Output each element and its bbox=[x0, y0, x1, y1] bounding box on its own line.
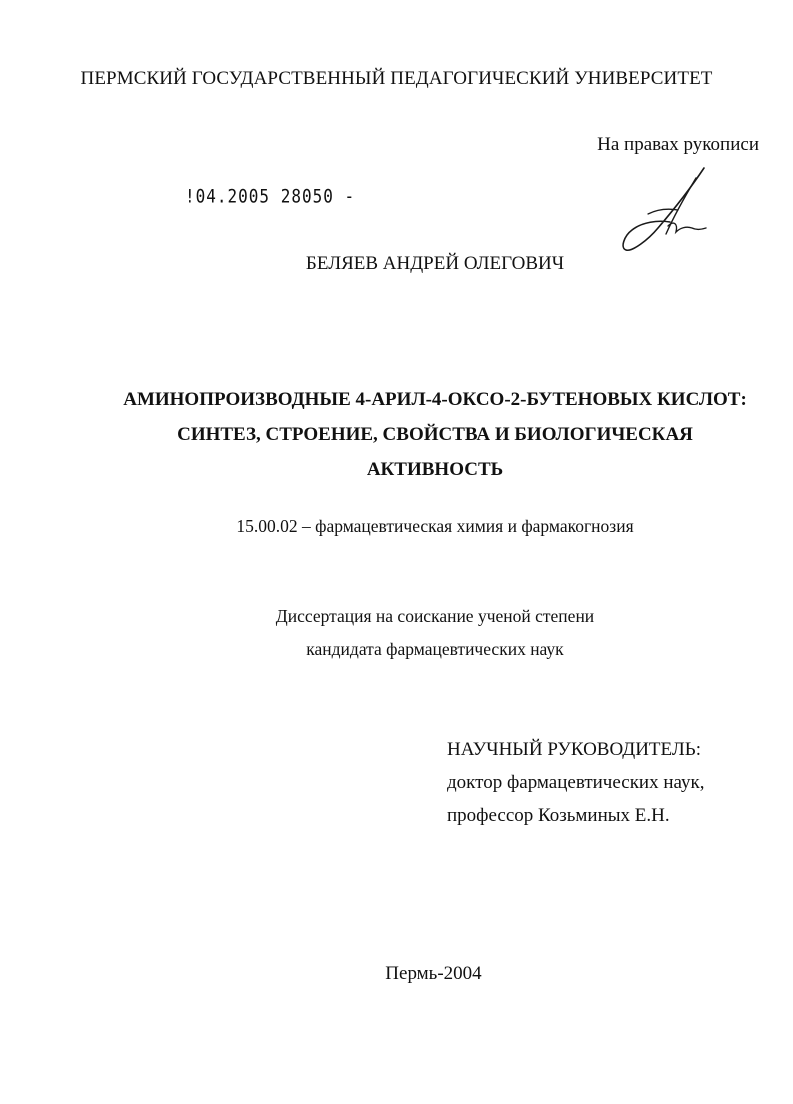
advisor-heading: НАУЧНЫЙ РУКОВОДИТЕЛЬ: bbox=[447, 739, 701, 760]
city-year: Пермь-2004 bbox=[385, 963, 482, 984]
dissertation-title bbox=[100, 382, 770, 487]
degree-line: кандидата фармацевтических наук bbox=[306, 639, 564, 659]
author-name: БЕЛЯЕВ АНДРЕЙ ОЛЕГОВИЧ bbox=[305, 253, 565, 274]
rights-note: На правах рукописи bbox=[597, 134, 759, 155]
specialty-code: 15.00.02 – фармацевтическая химия и фармакогнозия bbox=[236, 516, 634, 536]
advisor-degree: доктор фармацевтических наук, bbox=[447, 772, 705, 793]
degree-statement bbox=[0, 600, 793, 666]
title-line: СИНТЕЗ, СТРОЕНИЕ, СВОЙСТВА И БИОЛОГИЧЕСКАЯ bbox=[177, 424, 693, 445]
title-line: АКТИВНОСТЬ bbox=[366, 459, 504, 480]
registration-stamp: !04.2005 28050 - bbox=[185, 185, 356, 207]
advisor-name: профессор Козьминых Е.Н. bbox=[447, 805, 670, 826]
university-name: ПЕРМСКИЙ ГОСУДАРСТВЕННЫЙ ПЕДАГОГИЧЕСКИЙ УНИВЕРСИТЕТ bbox=[80, 68, 713, 89]
signature-icon bbox=[618, 164, 710, 260]
title-line: АМИНОПРОИЗВОДНЫЕ 4-АРИЛ-4-ОКСО-2-БУТЕНОВЫХ КИСЛОТ: bbox=[123, 389, 747, 410]
scientific-advisor bbox=[447, 733, 704, 832]
degree-line: Диссертация на соискание ученой степени bbox=[275, 606, 595, 626]
